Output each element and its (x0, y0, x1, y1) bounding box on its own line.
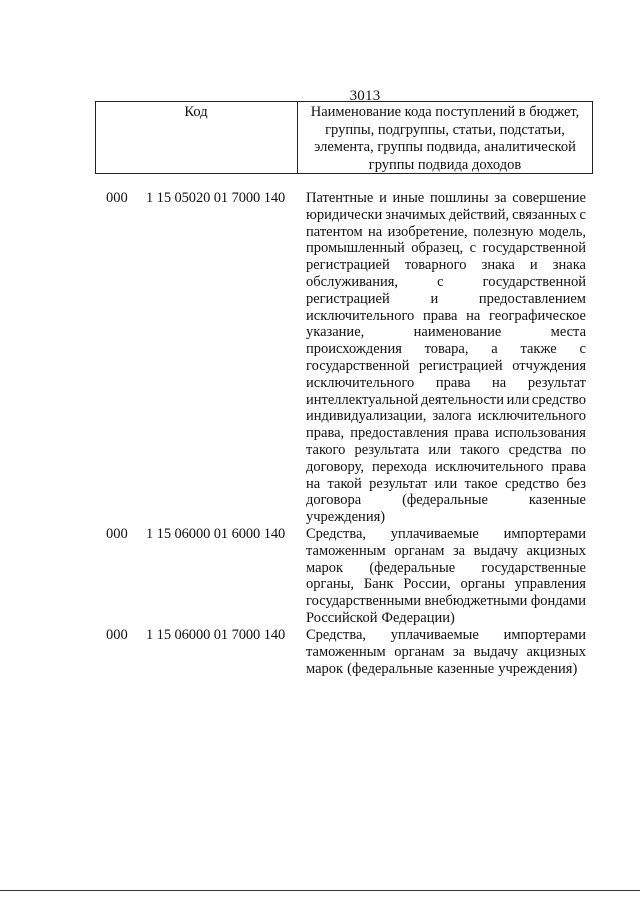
description-word: договору, (306, 458, 364, 475)
row-admin-code: 000 (106, 627, 128, 643)
description-word: использования (494, 425, 586, 442)
row-description (306, 627, 586, 677)
description-word: уплачиваемые (390, 627, 479, 643)
description-word: государственной (482, 240, 586, 257)
description-word: права (435, 374, 471, 391)
description-word: и (529, 257, 538, 274)
description-word: наименование (413, 324, 502, 341)
description-line (306, 358, 586, 375)
description-word: совершение (512, 190, 586, 206)
description-line (306, 593, 586, 610)
header-name-line: группы, подгруппы, статьи, подстатьи, (325, 121, 565, 138)
description-word: с (579, 341, 586, 358)
description-word: исключительного (306, 374, 415, 391)
description-word: указание, (306, 324, 365, 341)
description-line (306, 543, 586, 560)
description-word: знака (552, 257, 586, 274)
description-word: товарного (404, 257, 467, 274)
description-line (306, 224, 586, 241)
description-word: юридически (306, 206, 383, 223)
description-word: органам (394, 643, 445, 660)
description-word: с (437, 273, 444, 290)
description-word: фондами (530, 593, 586, 610)
description-word: на (492, 374, 507, 391)
description-word: связанных (512, 206, 577, 223)
description-word: такой (327, 475, 362, 492)
description-word: права (454, 425, 489, 442)
description-word: а (491, 341, 498, 358)
row-description (306, 526, 586, 627)
description-word: результата (354, 441, 420, 458)
description-word: географическое (489, 307, 586, 324)
header-name-line: Наименование кода поступлений в бюджет, (310, 104, 580, 120)
description-word: государственной (306, 357, 410, 374)
row-income-code: 1 15 06000 01 7000 140 (146, 627, 286, 643)
header-name-line: группы подвида доходов (368, 156, 522, 173)
description-word: казенные (437, 660, 495, 677)
description-word: органы (460, 576, 505, 593)
header-code-label: Код (184, 104, 208, 120)
description-line (306, 560, 586, 577)
description-word: и (430, 290, 439, 307)
description-word: казенные (528, 492, 586, 509)
description-word: таможенным (306, 542, 386, 559)
description-word: и (379, 190, 387, 206)
description-word: внебюджетными (424, 593, 528, 610)
description-word: средства (508, 441, 562, 458)
description-word: марок (306, 559, 344, 576)
header-name-label (300, 104, 590, 174)
description-word: Российской (306, 609, 378, 626)
description-word: (федеральные (347, 660, 433, 677)
description-line (306, 240, 586, 257)
description-line (306, 610, 586, 627)
header-column-divider (297, 101, 298, 174)
description-word: выдачу (473, 542, 518, 559)
description-word: уплачиваемые (390, 526, 479, 542)
description-word: за (452, 542, 466, 559)
description-word: права (422, 307, 458, 324)
description-line (306, 408, 586, 425)
description-line (306, 492, 586, 509)
description-word: средство (505, 475, 560, 492)
description-word: действий, (448, 206, 510, 223)
description-word: значимых (385, 206, 446, 223)
description-line (306, 392, 586, 409)
description-word: договора (306, 492, 362, 509)
description-word: органы, (306, 576, 355, 593)
description-word: обслуживания, (306, 273, 399, 290)
description-word: места (550, 324, 586, 341)
description-line (306, 526, 586, 543)
description-word: акцизных (526, 542, 586, 559)
description-word: залога (432, 408, 472, 425)
description-word: предоставлением (478, 290, 586, 307)
description-word: регистрацией (306, 257, 390, 274)
description-word: учреждения) (306, 509, 386, 526)
description-word: органам (394, 542, 445, 559)
description-word: (федеральные (402, 492, 488, 509)
description-line (306, 476, 586, 493)
description-word: на (466, 307, 481, 324)
description-line (306, 257, 586, 274)
description-line (306, 291, 586, 308)
description-word: или (506, 391, 530, 408)
description-word: за (452, 643, 466, 660)
description-word: происхождения (306, 341, 402, 358)
description-word: товара, (424, 341, 469, 358)
description-line (306, 274, 586, 291)
description-word: акцизных (526, 643, 586, 660)
bottom-edge-rule (0, 890, 640, 891)
description-word: Средства, (306, 627, 367, 643)
description-word: деятельности (421, 391, 505, 408)
description-line (306, 644, 586, 661)
description-word: России, (403, 576, 451, 593)
page-number: 3013 (349, 88, 381, 104)
description-line (306, 661, 586, 678)
description-line (306, 308, 586, 325)
description-word: с (579, 206, 586, 223)
description-word: управления (514, 576, 586, 593)
description-word: регистрацией (418, 357, 503, 374)
description-line (306, 459, 586, 476)
description-word: Патентные (306, 190, 374, 206)
row-income-code: 1 15 05020 01 7000 140 (146, 190, 286, 206)
description-word: промышленный (306, 240, 405, 257)
description-word: импортерами (503, 627, 586, 643)
description-word: государственной (482, 273, 586, 290)
description-line (306, 576, 586, 593)
description-line (306, 627, 586, 644)
description-word: учреждения) (498, 660, 578, 677)
description-word: или (434, 475, 458, 492)
description-word: импортерами (503, 526, 586, 542)
description-word: права (551, 458, 586, 475)
description-word: марок (306, 660, 344, 677)
description-word: исключительного (477, 408, 586, 425)
description-word: результат (527, 374, 586, 391)
description-word: (федеральные (369, 559, 456, 576)
description-word: или (428, 441, 452, 458)
row-admin-code: 000 (106, 526, 128, 542)
description-line (306, 190, 586, 207)
description-word: индивидуализации, (306, 408, 427, 425)
description-word: средство (531, 391, 586, 408)
description-word: патентом (306, 223, 363, 240)
description-word: исключительного (306, 307, 415, 324)
row-admin-code: 000 (106, 190, 128, 206)
description-line (306, 324, 586, 341)
description-word: с (469, 240, 477, 257)
description-word: исключительного (435, 458, 544, 475)
description-line (306, 207, 586, 224)
description-word: пошлины (429, 190, 489, 206)
description-word: таможенным (306, 643, 386, 660)
description-line (306, 425, 586, 442)
description-word: по (570, 441, 586, 458)
description-word: интеллектуальной (306, 391, 419, 408)
description-word: образец, (411, 240, 464, 257)
description-line (306, 509, 586, 526)
description-word: государственные (481, 559, 586, 576)
header-name-line: элемента, группы подвида, аналитической (314, 139, 576, 155)
description-word: такое (464, 475, 498, 492)
row-income-code: 1 15 06000 01 6000 140 (146, 526, 286, 542)
description-word: без (566, 475, 586, 492)
description-word: на (368, 223, 383, 240)
description-word: государственными (306, 593, 422, 610)
description-word: перехода (372, 458, 428, 475)
description-word: Банк (363, 576, 394, 593)
description-word: полезную (473, 223, 534, 240)
description-word: Федерации) (381, 609, 455, 626)
description-word: отчуждения (512, 357, 586, 374)
description-word: за (494, 190, 507, 206)
header-border-right (592, 101, 593, 174)
description-word: также (520, 341, 557, 358)
description-word: иные (392, 190, 425, 206)
description-word: регистрацией (306, 290, 390, 307)
description-word: предоставления (350, 425, 449, 442)
description-word: такого (306, 441, 346, 458)
description-word: знака (481, 257, 515, 274)
description-word: результат (369, 475, 428, 492)
description-line (306, 375, 586, 392)
description-word: модель, (538, 223, 586, 240)
description-line (306, 341, 586, 358)
description-word: такого (460, 441, 500, 458)
description-line (306, 442, 586, 459)
description-word: изобретение, (387, 223, 468, 240)
row-description (306, 190, 586, 526)
description-word: Средства, (306, 526, 367, 542)
description-word: права, (306, 425, 345, 442)
description-word: выдачу (473, 643, 518, 660)
description-word: на (306, 475, 321, 492)
